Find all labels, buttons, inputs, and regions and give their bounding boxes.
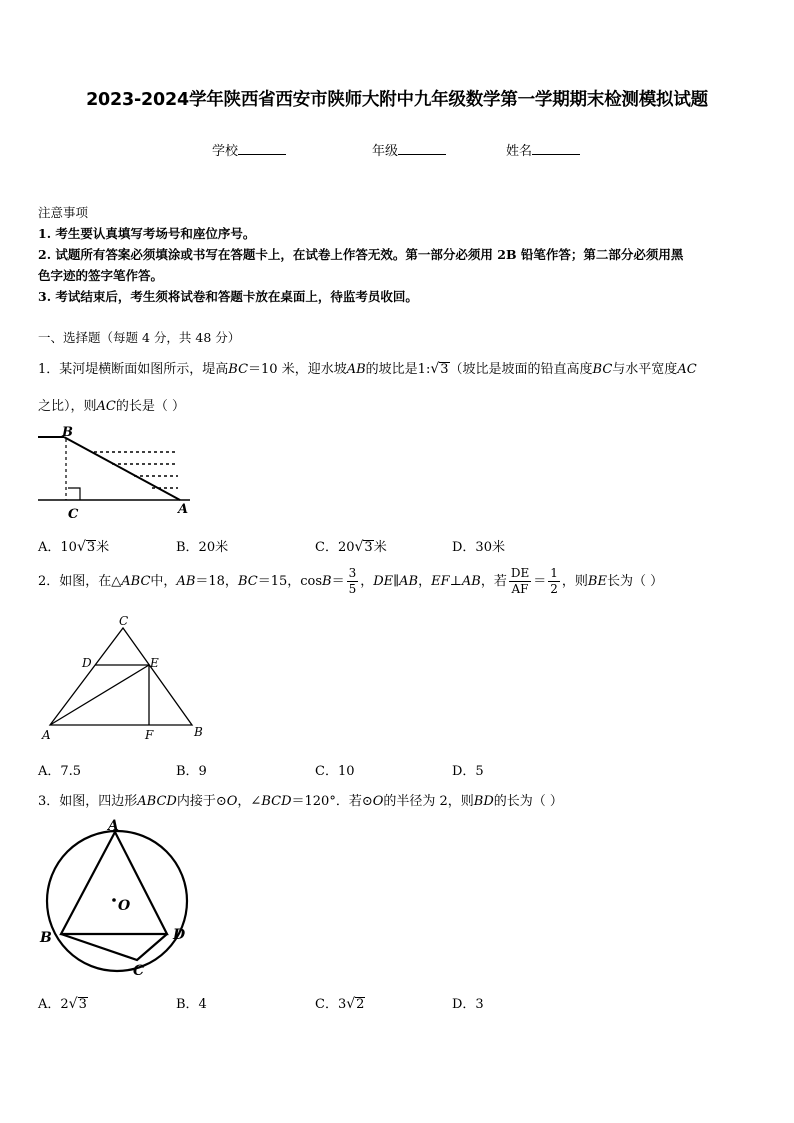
q3-text: 的长为（ ） <box>493 794 563 809</box>
question-3 <box>38 790 563 809</box>
q3-option-d[interactable]: D．3 <box>452 997 484 1012</box>
q3-label-b: B <box>40 930 52 946</box>
q2-text: ＝ <box>331 574 345 589</box>
q2-text: 长为（ ） <box>606 574 664 589</box>
q1-text: 与水平宽度 <box>612 362 678 377</box>
q2-text: ， <box>360 574 374 589</box>
q3-var: BD <box>473 794 494 809</box>
school-field[interactable] <box>212 140 286 159</box>
frac-den: AF <box>511 582 529 596</box>
q2-figure <box>34 612 214 747</box>
q2-text: ，则 <box>561 574 588 589</box>
sqrt-symbol: √ <box>346 996 356 1012</box>
q2-label-f: F <box>145 728 154 742</box>
name-blank[interactable] <box>532 142 580 155</box>
grade-blank[interactable] <box>398 142 446 155</box>
sqrt-symbol: √ <box>76 539 86 555</box>
q3-figure <box>34 812 199 982</box>
q2-var: ABC <box>121 574 151 589</box>
q2-var: DE∥AB <box>373 574 419 589</box>
q2-label-c: C <box>119 614 129 628</box>
q1-option-c[interactable] <box>315 536 387 555</box>
q1-text: 1．某河堤横断面如图所示，堤高 <box>38 362 229 377</box>
q1-option-c-unit: 米 <box>373 540 387 555</box>
q3-option-b[interactable]: B．4 <box>176 997 207 1012</box>
frac-num: 1 <box>550 566 558 580</box>
q1-text: 的长是（ ） <box>115 399 185 414</box>
q1-label-a: A <box>178 502 189 517</box>
q2-option-d[interactable]: D．5 <box>452 764 484 779</box>
q1-option-b[interactable]: B．20米 <box>176 540 229 555</box>
sqrt-symbol: √ <box>430 361 440 377</box>
q1-label-b: B <box>62 425 73 440</box>
q2-option-c[interactable]: C．10 <box>315 764 355 779</box>
q3-label-c: C <box>133 963 145 979</box>
q2-label-d: D <box>82 656 92 670</box>
q2-option-a[interactable]: A．7.5 <box>38 764 82 779</box>
q3-option-c-text: C．3 <box>315 997 347 1012</box>
q2-frac-half <box>548 566 560 597</box>
q2-var: EF⊥AB <box>431 574 481 589</box>
school-blank[interactable] <box>238 142 286 155</box>
q2-label-a: A <box>42 728 51 742</box>
q1-text: （坡比是坡面的铅直高度 <box>449 362 593 377</box>
q2-frac-ratio <box>509 566 531 597</box>
q3-text: 3．如图，四边形 <box>38 794 138 809</box>
q3-var: BCD <box>261 794 292 809</box>
q1-option-a-unit: 米 <box>96 540 110 555</box>
q3-triangle-abd <box>61 832 167 934</box>
q2-label-b: B <box>194 725 203 739</box>
q1-option-a-text: A．10 <box>38 540 77 555</box>
frac-den: 2 <box>550 582 558 596</box>
frac-den: 5 <box>348 582 357 596</box>
q1-option-c-text: C．20 <box>315 540 355 555</box>
question-2 <box>38 565 663 599</box>
grade-field[interactable] <box>372 140 446 159</box>
q3-var: O <box>372 794 384 809</box>
q1-option-a-radicand: 3 <box>86 540 96 555</box>
section-heading: 一、选择题（每题 4 分，共 48 分） <box>38 330 241 345</box>
q1-option-d[interactable]: D．30米 <box>452 540 505 555</box>
q2-var: B <box>322 574 332 589</box>
q2-segment-ae <box>50 665 149 725</box>
frac-num: DE <box>510 566 530 580</box>
sqrt-symbol: √ <box>68 996 78 1012</box>
q3-label-a: A <box>108 818 119 834</box>
q1-option-a[interactable] <box>38 536 109 555</box>
q2-text: ， <box>418 574 432 589</box>
question-1-line-1 <box>38 358 697 377</box>
q1-var: BC <box>592 362 613 377</box>
q1-text: 之比），则 <box>38 399 97 414</box>
notes-item-1: 1. 考生要认真填写考场号和座位序号。 <box>38 226 256 241</box>
q2-text: ，若 <box>480 574 507 589</box>
name-field[interactable] <box>506 140 580 159</box>
q2-option-b[interactable]: B．9 <box>176 764 207 779</box>
q2-text: 2．如图，在△ <box>38 574 122 589</box>
q3-option-a-radicand: 3 <box>78 997 87 1012</box>
q3-center-dot <box>112 898 116 902</box>
q2-label-e: E <box>150 656 159 670</box>
q1-radicand: 3 <box>440 362 449 377</box>
notes-item-2: 2. 试题所有答案必须填涂或书写在答题卡上，在试卷上作答无效。第一部分必须用 2B 铅笔作答；第二部分必须用黑 <box>38 247 684 262</box>
q2-text: ＝15，cos <box>257 574 323 589</box>
q2-var: BE <box>587 574 607 589</box>
q3-var: ABCD <box>137 794 177 809</box>
q1-slope-ab <box>64 437 180 500</box>
q3-option-c-radicand: 2 <box>356 997 365 1012</box>
q1-label-c: C <box>68 507 79 520</box>
q3-text: ，∠ <box>237 794 262 809</box>
q1-right-angle <box>68 488 80 500</box>
q3-text: 的半径为 2，则 <box>383 794 474 809</box>
name-label: 姓名 <box>506 144 533 159</box>
q1-var: AB <box>346 362 366 377</box>
frac-num: 3 <box>348 566 357 580</box>
q3-option-a-text: A．2 <box>38 997 69 1012</box>
notes-item-3: 3. 考试结束后，考生须将试卷和答题卡放在桌面上，待监考员收回。 <box>38 289 418 304</box>
school-label: 学校 <box>212 144 239 159</box>
q2-var: AB <box>176 574 196 589</box>
q2-text: ＝ <box>533 574 547 589</box>
q3-option-c[interactable] <box>315 993 365 1012</box>
q1-text: 的坡比是1: <box>365 362 431 377</box>
q3-var: O <box>226 794 238 809</box>
q1-option-c-radicand: 3 <box>364 540 373 555</box>
notes-heading: 注意事项 <box>38 205 89 220</box>
q1-var: AC <box>677 362 697 377</box>
q2-triangle-abc <box>50 628 192 725</box>
q2-var: BC <box>237 574 258 589</box>
notes-item-2-cont: 色字迹的签字笔作答。 <box>38 268 164 283</box>
q3-circle-o <box>47 831 187 971</box>
page-title: 2023-2024学年陕西省西安市陕师大附中九年级数学第一学期期末检测模拟试题 <box>86 90 708 110</box>
q3-label-d: D <box>173 927 186 943</box>
q2-text: ＝18， <box>195 574 238 589</box>
q1-figure <box>34 420 194 520</box>
q3-text: 内接于⊙ <box>176 794 227 809</box>
q1-var: AC <box>96 399 116 414</box>
q3-label-o: O <box>118 898 131 914</box>
question-1-line-2 <box>38 395 185 414</box>
q1-var: BC <box>228 362 249 377</box>
q2-frac-cos <box>347 566 359 597</box>
q3-text: ＝120°．若⊙ <box>291 794 373 809</box>
q3-option-a[interactable] <box>38 993 88 1012</box>
grade-label: 年级 <box>372 144 399 159</box>
q2-text: 中， <box>150 574 177 589</box>
sqrt-symbol: √ <box>354 539 364 555</box>
q1-text: ＝10 米，迎水坡 <box>248 362 347 377</box>
q3-segments-bcd <box>61 934 167 960</box>
